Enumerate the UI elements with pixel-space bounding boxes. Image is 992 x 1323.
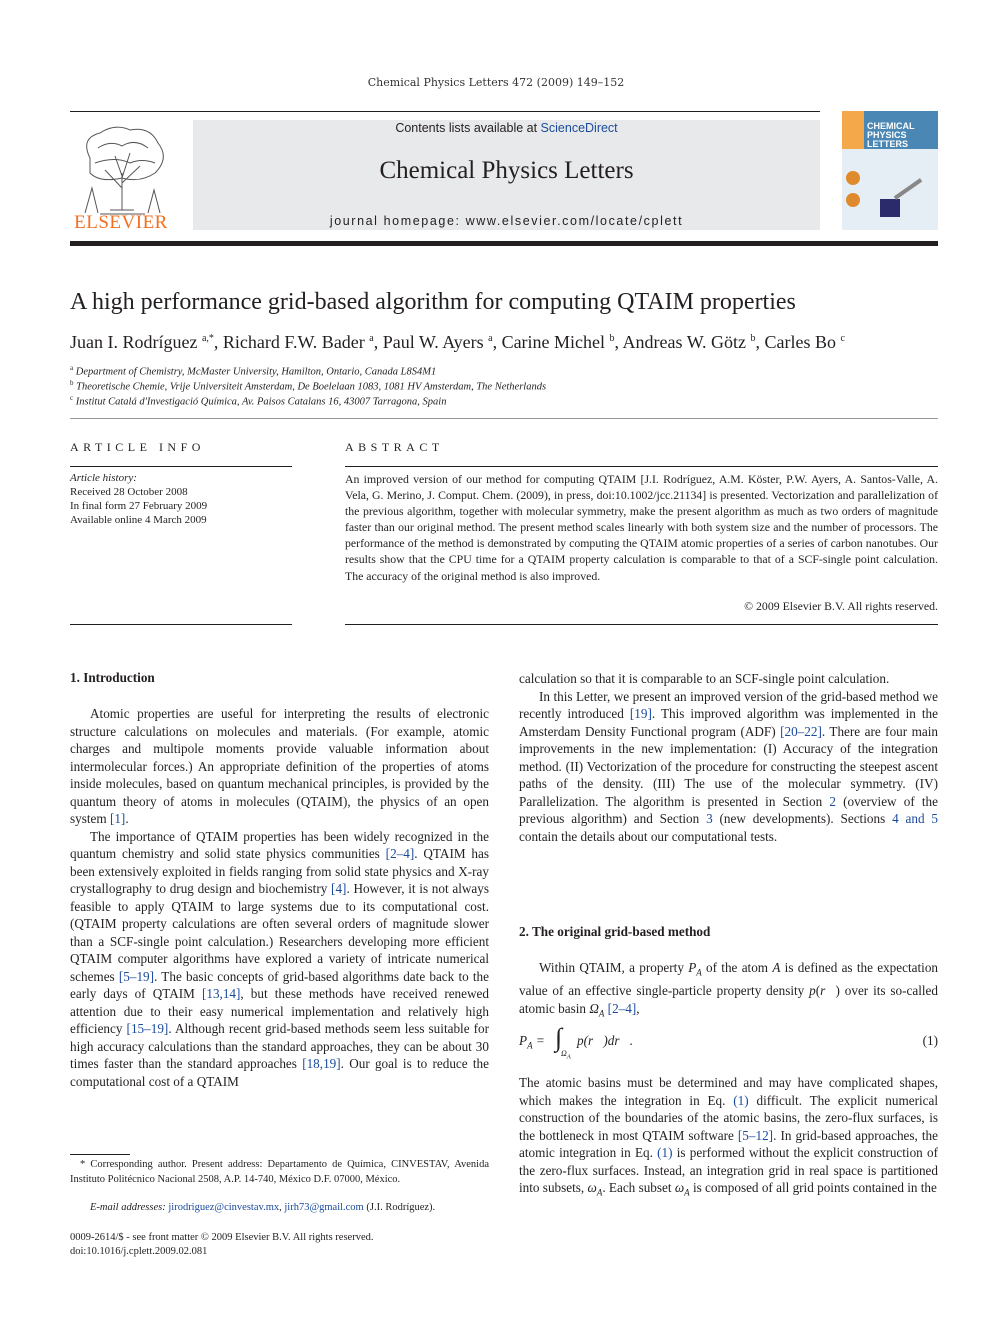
- reference-link[interactable]: [5–12]: [737, 1127, 774, 1143]
- section-heading-original-method: 2. The original grid-based method: [519, 924, 711, 939]
- section-link[interactable]: 2: [829, 793, 836, 809]
- text: is composed of all grid points contained in the: [689, 1180, 937, 1195]
- text: contain the details about our computational tests.: [519, 828, 778, 844]
- text: . This improved algorithm was implemented in the Amsterdam Density Functional program (ADF): [519, 706, 938, 739]
- online-date: Available online 4 March 2009: [70, 514, 207, 526]
- text: Within QTAIM, a property: [539, 960, 689, 975]
- math-omega-a: $\omega_A$: [674, 1180, 690, 1198]
- text: (overview of the previous algorithm) and Section: [519, 793, 939, 826]
- section-heading-introduction: 1. Introduction: [70, 670, 155, 685]
- cover-figure: [880, 199, 900, 217]
- affiliation-label: b: [70, 379, 74, 387]
- text: In this Letter, we present an improved version of the grid-based method we recently introduced: [519, 688, 938, 721]
- section-link[interactable]: 4 and 5: [892, 811, 938, 826]
- author[interactable]: Paul W. Ayers: [382, 332, 484, 352]
- math-A: A: [772, 960, 781, 975]
- author[interactable]: Carine Michel: [501, 332, 606, 352]
- math-r-vector: r⃗: [820, 983, 836, 999]
- author-affiliation-mark: a: [369, 333, 374, 344]
- received-date: Received 28 October 2008: [70, 486, 188, 498]
- text: . There are four main improvements in the new implementation: (I) Accuracy of the integration method. (II) Vectorization of the procedure for constructing the steepest ascent paths of the density. (III) The use of the molecular symmetry. (IV) Parallelization. The algorithm is presented in Section: [519, 723, 938, 809]
- reference-link[interactable]: [4]: [331, 881, 347, 896]
- article-info-heading: ARTICLE INFO: [70, 440, 205, 454]
- affiliation: [70, 364, 436, 378]
- cover-dot: [846, 193, 860, 207]
- reference-link[interactable]: [1]: [109, 811, 126, 826]
- right-column-text: [519, 670, 938, 845]
- cover-title: [867, 122, 915, 149]
- affiliation-label: a: [70, 364, 74, 372]
- author[interactable]: Juan I. Rodríguez: [70, 332, 198, 352]
- contents-prefix: Contents lists available at: [395, 121, 541, 135]
- equation-1: [519, 1025, 938, 1061]
- reference-link[interactable]: [13,14]: [201, 986, 241, 1001]
- author[interactable]: Richard F.W. Bader: [222, 332, 365, 352]
- math-omega-A: $\Omega_A$: [589, 1000, 605, 1019]
- cover-title-line: CHEMICAL: [867, 121, 915, 131]
- text: The importance of QTAIM properties has been widely recognized in the quantum chemistry and solid state physics communities: [70, 828, 489, 861]
- cover-panel: [842, 149, 938, 230]
- equation-link[interactable]: (1): [657, 1145, 673, 1160]
- header-rule: [70, 111, 820, 112]
- math-P-A: $P_A$: [688, 960, 702, 978]
- integral-domain: $\Omega_A$: [561, 1049, 571, 1061]
- text: is defined as the expectation value of an effective single-particle property density: [519, 960, 939, 999]
- paper-title: A high performance grid-based algorithm for computing QTAIM properties: [70, 289, 796, 315]
- text: . However, it is not always feasible to apply QTAIM to large systems due to its computational cost. (QTAIM property calculations are often several orders of magnitude slower than a SCF-single point calculation.) Researchers developing more efficient QTAIM computer algorithms have explored a variety of intricate numerical schemes: [70, 881, 489, 984]
- paragraph: calculation so that it is comparable to an SCF-single point calculation.: [519, 671, 890, 686]
- reference-link[interactable]: [5–19]: [118, 968, 155, 984]
- eq-lhs: $P_A$ =: [519, 1033, 545, 1051]
- issn-line: 0009-2614/$ - see front matter © 2009 Elsevier B.V. All rights reserved.: [70, 1232, 374, 1243]
- text: is performed without the explicit construction of the zero-flux surfaces. Instead, an integration grid in real space is partitioned into subsets,: [519, 1145, 938, 1195]
- abstract-text: An improved version of our method for computing QTAIM [J.I. Rodríguez, A.M. Köster, P.W. Ayers, A. Santos-Valle, A. Vela, G. Merino, J. Comput. Chem. (2009), in press, doi:10.1002/jcc.21134] is presented. Vectorization and parallelization of the previous algorithm, together with molecular symmetry, make the present algorithm as much as two orders of magnitude faster than our original method. The present method scales linearly with both system size and the number of processors. The performance of the method is demonstrated by computing the QTAIM atomic properties of a series of carbon nanotubes. Our results show that the CPU time for a QTAIM property calculation is comparable to that of a SCF-single point calculation. The accuracy of the original method is also improved.: [345, 472, 938, 583]
- author-list: Juan I. Rodríguez $^{a,*}$, Richard F.W. Bader $^a$, Paul W. Ayers $^a$, Carine Michel $^b$, Andreas W. Götz $^b$, Carles Bo $^c$: [70, 332, 845, 352]
- history-label: Article history:: [70, 472, 137, 484]
- text: . QTAIM has been extensively exploited in fields ranging from solid state physics and X-ray crystallography to drug design and biochemistry: [70, 846, 489, 896]
- math-p-r: p: [809, 983, 816, 999]
- affiliation: [70, 394, 446, 408]
- text: . Our goal is to reduce the computational cost of a QTAIM: [70, 1056, 489, 1089]
- email-suffix: (J.I. Rodríguez).: [366, 1202, 436, 1213]
- footnote-text: Corresponding author. Present address: Departamento de Química, CINVESTAV, Avenida Instituto Politécnico Nacional 2508, A.P. 14-740, México D.F. 07000, México.: [70, 1159, 489, 1185]
- abstract-rule-bottom: [345, 624, 938, 625]
- affiliation-text: Theoretische Chemie, Vrije Universiteit Amsterdam, De Boelelaan 1083, 1081 HV Amsterdam, The Netherlands: [76, 381, 547, 393]
- text: . Although recent grid-based methods seem less suitable for high accuracy calculations than the standard approaches, they can be about 30 times faster than the standard approaches: [70, 1021, 490, 1071]
- contents-line: [193, 121, 820, 135]
- reference-link[interactable]: [20–22]: [780, 723, 822, 739]
- author[interactable]: Carles Bo: [764, 332, 837, 352]
- author-affiliation-mark: c: [840, 333, 845, 344]
- author-affiliation-mark: a: [488, 333, 493, 344]
- journal-homepage[interactable]: journal homepage: www.elsevier.com/locate/cplett: [329, 214, 684, 228]
- equation-link[interactable]: (1): [733, 1092, 749, 1108]
- email-label: E-mail addresses:: [90, 1202, 166, 1213]
- abstract-rule: [345, 466, 938, 467]
- text: , but these methods have received renewed attention due to their easy numerical implementation and relatively high efficiency: [70, 986, 489, 1036]
- equation-number: (1): [922, 1033, 938, 1048]
- info-rule: [70, 466, 292, 467]
- doi-line[interactable]: doi:10.1016/j.cplett.2009.02.081: [70, 1246, 208, 1257]
- reference-link[interactable]: [19]: [629, 706, 652, 721]
- journal-title: Chemical Physics Letters: [379, 157, 634, 184]
- text: (new developments). Sections: [712, 811, 893, 826]
- left-column-text: [70, 705, 489, 1090]
- paragraph: [70, 828, 489, 1091]
- text: . Each subset: [602, 1180, 675, 1195]
- header-thick-rule: [70, 241, 938, 246]
- math-omega-a: $\omega_A$: [587, 1180, 603, 1198]
- affiliation-text: Institut Catalá d'Investigació Química, Av. Paisos Catalans 16, 43007 Tarragona, Spain: [75, 396, 447, 408]
- cover-dot: [846, 171, 860, 185]
- text: . The basic concepts of grid-based algorithms date back to the early days of QTAIM: [70, 968, 489, 1001]
- eq-integrand: p(r⃗)dr⃗.: [577, 1033, 634, 1048]
- corresponding-author-footnote: [70, 1158, 489, 1187]
- footnote-rule: [70, 1154, 130, 1155]
- section-link[interactable]: 3: [706, 811, 713, 826]
- reference-link[interactable]: [2–4]: [607, 1000, 637, 1016]
- abstract-copyright: © 2009 Elsevier B.V. All rights reserved.: [744, 599, 938, 613]
- text: The atomic basins must be determined and may have complicated shapes, which makes the integration in Eq.: [519, 1075, 938, 1108]
- email-footnote: E-mail addresses: jirodriguez@cinvestav.mx, jirh73@gmail.com (J.I. Rodríguez).: [90, 1202, 436, 1213]
- paragraph: [519, 688, 938, 846]
- text: ,: [636, 1000, 640, 1016]
- text: of the atom: [701, 960, 773, 975]
- abstract-heading: ABSTRACT: [345, 440, 444, 454]
- affiliation-text: Department of Chemistry, McMaster University, Hamilton, Ontario, Canada L8S4M1: [75, 366, 437, 378]
- sciencedirect-link[interactable]: ScienceDirect: [540, 121, 618, 135]
- affiliation-label: c: [70, 394, 74, 402]
- author-affiliation-mark: b: [750, 333, 756, 344]
- paragraph: Atomic properties are useful for interpreting the results of electronic structure calculations on molecules and materials. (For example, atomic charges and multipole moments provide valuable information about intermolecular forces.) An appropriate definition of the properties of atoms inside molecules, based on quantum mechanical principles, is provided by the quantum theory of atoms in molecules (QTAIM), the physics of an open system [1].: [70, 706, 489, 826]
- email-link[interactable]: jirh73@gmail.com: [284, 1202, 364, 1213]
- author-affiliation-mark: a,*: [201, 333, 214, 344]
- reference-link[interactable]: [15–19]: [126, 1021, 169, 1036]
- reference-link[interactable]: [2–4]: [385, 846, 415, 861]
- paragraph: Within QTAIM, a property $P_A$ of the atom A is defined as the expectation value of an effective single-particle property density p(r⃗) over its so-called atomic basin $\Omega_A$ [2–4],: [519, 960, 939, 1019]
- section-rule: [70, 418, 938, 419]
- text: difficult. The explicit numerical construction of the boundaries of the atomic basins, the zero-flux surfaces, is the bottleneck in most QTAIM software: [519, 1092, 938, 1143]
- integral-sign: ∫: [555, 1023, 563, 1052]
- article-history: [70, 471, 207, 527]
- text: over its so-called atomic basin: [519, 983, 938, 1016]
- reference-link[interactable]: [18,19]: [302, 1056, 341, 1071]
- cover-title-line: PHYSICS: [867, 130, 907, 140]
- section-2-text: [519, 959, 938, 1023]
- journal-citation: Chemical Physics Letters 472 (2009) 149–152: [367, 76, 625, 89]
- email-link[interactable]: jirodriguez@cinvestav.mx: [168, 1202, 280, 1213]
- elsevier-wordmark: ELSEVIER: [74, 212, 168, 233]
- text: Atomic properties are useful for interpreting the results of electronic structure calculations on molecules and materials. (For example, atomic charges and multipole moments provide valuable information about intermolecular forces.) An appropriate definition of the properties of atoms inside molecules, based on quantum mechanical principles, is provided by the quantum theory of atoms in molecules (QTAIM), the physics of an open system: [70, 706, 489, 826]
- text: . In grid-based approaches, the atomic integration in Eq.: [519, 1127, 938, 1160]
- section-2-text-cont: [519, 1074, 938, 1202]
- cover-title-line: LETTERS: [867, 139, 909, 149]
- info-rule-bottom: [70, 624, 292, 625]
- affiliation: [70, 379, 546, 393]
- paragraph: [519, 1074, 938, 1202]
- author[interactable]: Andreas W. Götz: [622, 332, 747, 352]
- footnote-star: *: [80, 1159, 86, 1170]
- final-form-date: In final form 27 February 2009: [70, 500, 208, 512]
- journal-cover: [842, 111, 938, 230]
- author-affiliation-mark: b: [609, 333, 615, 344]
